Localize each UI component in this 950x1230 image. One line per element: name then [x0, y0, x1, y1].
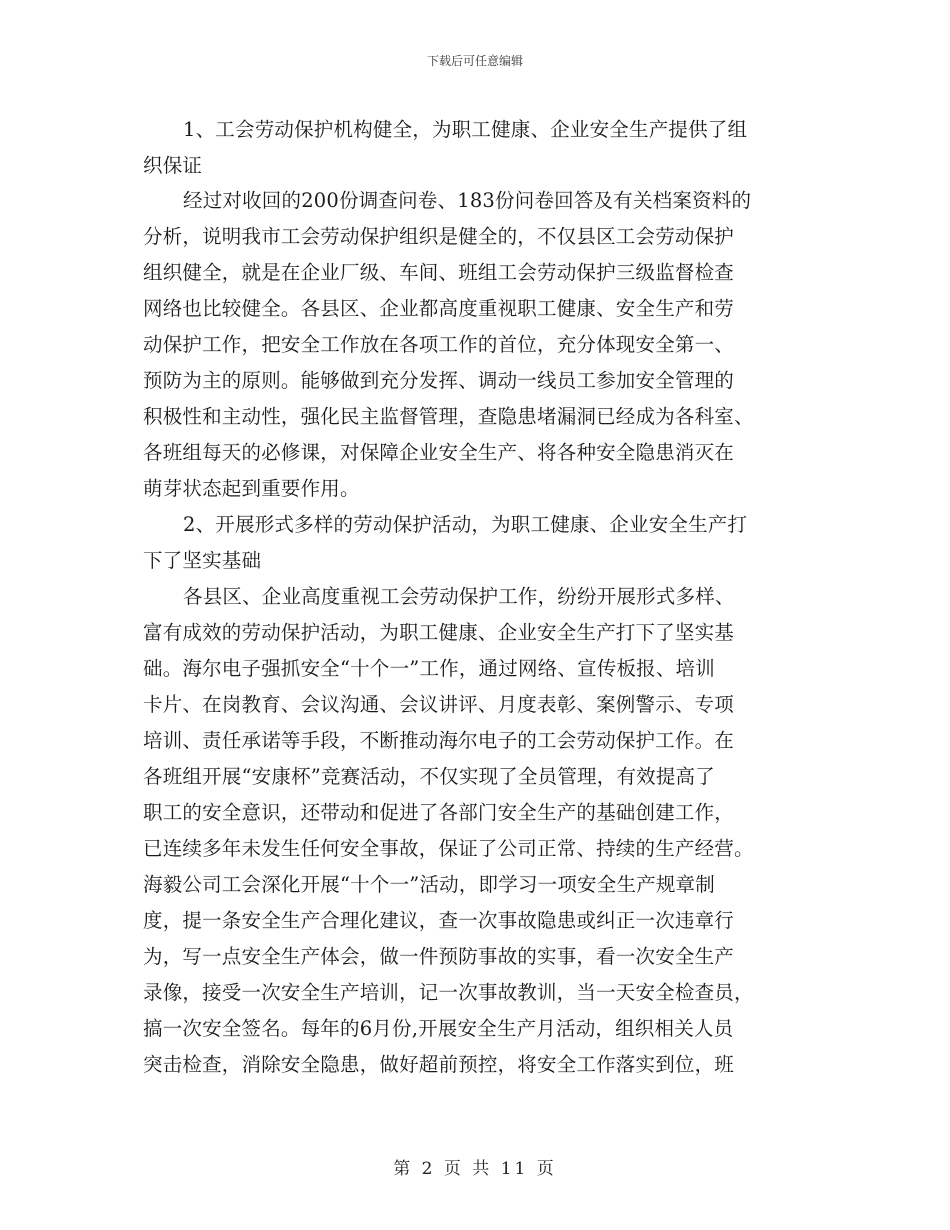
paragraph-1-line: 网络也比较健全。各县区、企业都高度重视职工健康、安全生产和劳	[143, 297, 735, 320]
heading-1-line: 1、工会劳动保护机构健全，为职工健康、企业安全生产提供了组	[183, 118, 748, 141]
paragraph-1-line: 萌芽状态起到重要作用。	[143, 477, 360, 500]
paragraph-2-line: 各县区、企业高度重视工会劳动保护工作，纷纷开展形式多样、	[183, 585, 735, 608]
paragraph-1-line: 经过对收回的200份调查问卷、183份问卷回答及有关档案资料的	[183, 189, 752, 212]
paragraph-1-line: 各班组每天的必修课，对保障企业安全生产、将各种安全隐患消灭在	[143, 441, 735, 464]
heading-2-line: 2、开展形式多样的劳动保护活动，为职工健康、企业安全生产打	[183, 513, 748, 536]
paragraph-1-line: 组织健全，就是在企业厂级、车间、班组工会劳动保护三级监督检查	[143, 261, 735, 284]
paragraph-2-line: 础。海尔电子强抓安全“十个一”工作，通过网络、宣传板报、培训	[143, 657, 715, 680]
paragraph-2-line: 为，写一点安全生产体会，做一件预防事故的实事，看一次安全生产	[143, 945, 735, 968]
page-footer: 第 2 页 共 11 页	[393, 1159, 557, 1179]
paragraph-2-line: 已连续多年未发生任何安全事故，保证了公司正常、持续的生产经营。	[143, 837, 754, 860]
heading-2-line: 下了坚实基础	[143, 549, 262, 572]
page-header: 下载后可任意编辑	[426, 54, 523, 68]
paragraph-2-line: 度，提一条安全生产合理化建议，查一次事故隐患或纠正一次违章行	[143, 909, 735, 932]
paragraph-2-line: 职工的安全意识，还带动和促进了各部门安全生产的基础创建工作，	[143, 801, 735, 824]
heading-1-line: 织保证	[143, 154, 203, 177]
paragraph-2-line: 录像，接受一次安全生产培训，记一次事故教训，当一天安全检查员，	[143, 981, 754, 1004]
paragraph-2-line: 各班组开展“安康杯”竞赛活动，不仅实现了全员管理，有效提高了	[143, 765, 715, 788]
paragraph-2-line: 搞一次安全签名。每年的6月份,开展安全生产月活动，组织相关人员	[143, 1017, 734, 1040]
paragraph-2-line: 突击检查，消除安全隐患，做好超前预控，将安全工作落实到位，班	[143, 1053, 735, 1076]
paragraph-1-line: 分析，说明我市工会劳动保护组织是健全的，不仅县区工会劳动保护	[143, 225, 735, 248]
paragraph-1-line: 预防为主的原则。能够做到充分发挥、调动一线员工参加安全管理的	[143, 369, 735, 392]
paragraph-2-line: 卡片、在岗教育、会议沟通、会议讲评、月度表彰、案例警示、专项	[143, 693, 735, 716]
paragraph-2-line: 海毅公司工会深化开展“十个一”活动，即学习一项安全生产规章制	[143, 873, 715, 896]
paragraph-2-line: 富有成效的劳动保护活动，为职工健康、企业安全生产打下了坚实基	[143, 621, 735, 644]
paragraph-1-line: 积极性和主动性，强化民主监督管理，查隐患堵漏洞已经成为各科室、	[143, 405, 754, 428]
paragraph-2-line: 培训、责任承诺等手段，不断推动海尔电子的工会劳动保护工作。在	[143, 729, 735, 752]
paragraph-1-line: 动保护工作，把安全工作放在各项工作的首位，充分体现安全第一、	[143, 333, 735, 356]
